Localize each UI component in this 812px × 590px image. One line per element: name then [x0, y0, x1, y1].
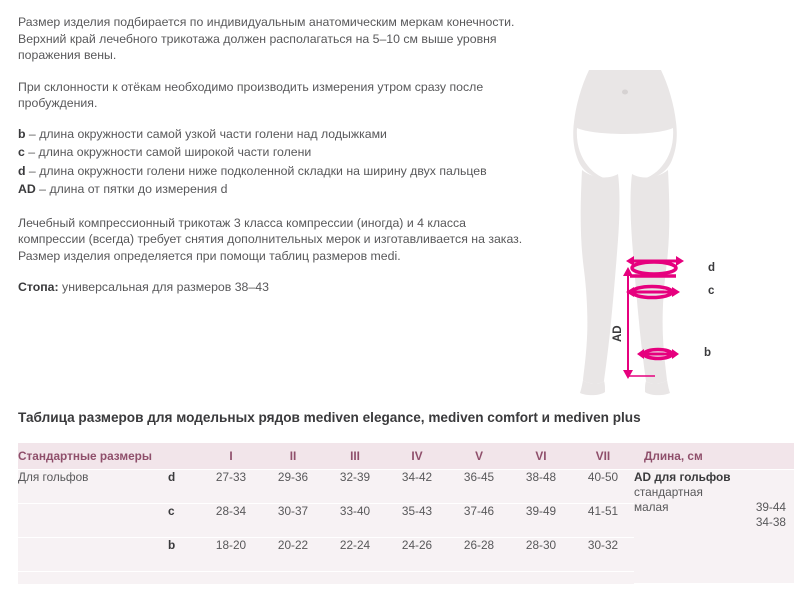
cell-d-7: 40-50 — [572, 470, 634, 504]
header-size-3: III — [324, 443, 386, 470]
leg-illustration — [530, 70, 800, 400]
row-label-knee-high: Для гольфов — [18, 470, 168, 504]
left-leg-shape — [581, 170, 620, 384]
length-values — [756, 470, 794, 530]
length-value-standard: 39-44 — [755, 500, 786, 514]
length-info — [634, 470, 731, 530]
measure-arrow-b-head-left — [637, 349, 644, 359]
text-column — [18, 14, 528, 311]
length-heading-line1 — [634, 470, 731, 485]
leg-illustration-svg — [530, 70, 800, 400]
cell-d-6: 38-48 — [510, 470, 572, 504]
header-size-1: I — [200, 443, 262, 470]
definition-ad-text: – длина от пятки до измерения d — [35, 182, 228, 196]
spacer-cell — [18, 572, 168, 584]
header-size-6: VI — [510, 443, 572, 470]
foot-note — [18, 279, 528, 296]
cell-b-7: 30-32 — [572, 538, 634, 572]
spacer-cell — [200, 572, 262, 584]
measure-line-ad-head-bottom — [623, 370, 633, 379]
header-size-2: II — [262, 443, 324, 470]
cell-b-3: 22-24 — [324, 538, 386, 572]
label-ad: AD — [612, 325, 624, 342]
label-b: b — [704, 347, 712, 359]
spacer-cell — [324, 572, 386, 584]
cell-b-6: 28-30 — [510, 538, 572, 572]
spacer-cell — [572, 572, 634, 584]
definition-b-text: – длина окружности самой узкой части голени над лодыжками — [25, 126, 387, 141]
header-size-5: V — [448, 443, 510, 470]
cell-d-1: 27-33 — [200, 470, 262, 504]
cell-c-5: 37-46 — [448, 504, 510, 538]
cell-c-7: 41-51 — [572, 504, 634, 538]
spacer-cell — [448, 572, 510, 584]
length-cell — [634, 470, 794, 584]
cell-c-2: 30-37 — [262, 504, 324, 538]
cell-c-4: 35-43 — [386, 504, 448, 538]
spacer-cell — [510, 572, 572, 584]
measure-arrow-c-head-right — [672, 287, 680, 297]
label-d: d — [708, 262, 716, 274]
cell-d-4: 34-42 — [386, 470, 448, 504]
header-size-4: IV — [386, 443, 448, 470]
measurement-definitions — [18, 125, 528, 199]
definition-d-text: – длина окружности голени ниже подколенной складки на ширину двух пальцев — [25, 163, 487, 178]
table-header-row — [18, 443, 794, 470]
definition-c-text: – длина окружности самой широкой части голени — [24, 145, 312, 159]
measure-arrow-b-head-right — [672, 349, 679, 359]
definition-d-key: d — [18, 163, 26, 178]
cell-b-4: 24-26 — [386, 538, 448, 572]
cell-c-1: 28-34 — [200, 504, 262, 538]
row-key-b: b — [168, 538, 200, 572]
row-key-d: d — [168, 470, 200, 504]
length-item-standard: стандартная — [634, 485, 703, 499]
navel-mark — [622, 90, 628, 95]
header-size-7: VII — [572, 443, 634, 470]
intro-paragraph-2: При склонности к отёкам необходимо производить измерения утром сразу после пробуждения. — [18, 79, 484, 110]
spacer-cell — [262, 572, 324, 584]
cell-d-5: 36-45 — [448, 470, 510, 504]
size-table — [18, 443, 794, 584]
header-standard-sizes: Стандартные размеры — [18, 443, 200, 470]
table-row — [18, 470, 794, 504]
cell-b-1: 18-20 — [200, 538, 262, 572]
intro-paragraph-1: Размер изделия подбирается по индивидуальным анатомическим меркам конечности. Верхний край лечебного трикотажа должен располагаться на 5–10 см выше уровня поражения вены. — [18, 15, 515, 62]
length-value-small: 34-38 — [755, 515, 786, 529]
cell-d-3: 32-39 — [324, 470, 386, 504]
measure-arrow-d-head-right — [676, 256, 684, 266]
cell-d-2: 29-36 — [262, 470, 324, 504]
length-item-small: малая — [634, 500, 669, 514]
cell-b-2: 20-22 — [262, 538, 324, 572]
length-heading: AD для гольфов — [634, 470, 731, 484]
foot-note-text: универсальная для размеров 38–43 — [58, 280, 269, 294]
definition-c-key: c — [18, 145, 25, 159]
row-label-empty-c — [18, 504, 168, 538]
definition-b — [18, 125, 528, 144]
row-label-empty-b — [18, 538, 168, 572]
definition-ad-key: AD — [18, 182, 36, 196]
row-key-c: c — [168, 504, 200, 538]
measure-arrow-d-head-left — [626, 256, 634, 266]
definition-c — [18, 143, 528, 162]
definition-d — [18, 162, 528, 181]
spacer-cell — [168, 572, 200, 584]
header-length: Длина, см — [634, 443, 794, 470]
foot-note-label: Стопа: — [18, 280, 59, 294]
definition-ad — [18, 180, 528, 199]
spacer-cell — [386, 572, 448, 584]
cell-c-3: 33-40 — [324, 504, 386, 538]
intro-paragraph-3: Лечебный компрессионный трикотаж 3 класса компрессии (иногда) и 4 класса компрессии (всегда) требует снятия дополнительных мерок и изготавливается на заказ. Размер изделия определяется при помощи таблиц размеров medi. — [18, 215, 523, 263]
cell-c-6: 39-49 — [510, 504, 572, 538]
definition-b-key: b — [18, 126, 26, 141]
label-c: c — [708, 285, 715, 297]
cell-b-5: 26-28 — [448, 538, 510, 572]
table-title: Таблица размеров для модельных рядов mediven elegance, mediven comfort и mediven plus — [18, 410, 641, 425]
